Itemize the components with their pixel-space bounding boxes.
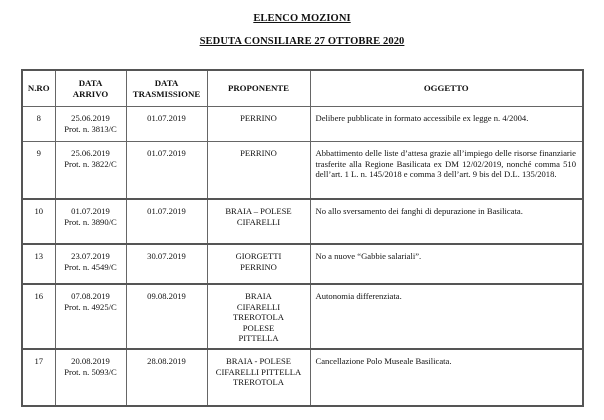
cell-proponente	[207, 199, 310, 244]
cell-nro: 16	[22, 284, 55, 349]
table-row	[22, 244, 583, 284]
cell-oggetto: No a nuove “Gabbie salariali”.	[310, 244, 583, 284]
protocol-number: Prot. n. 3822/C	[64, 158, 117, 169]
col-header-oggetto: OGGETTO	[310, 70, 583, 107]
table-header-row	[22, 70, 583, 107]
table-row	[22, 284, 583, 349]
cell-oggetto: Abbattimento delle liste d’attesa grazie all’impiego delle risorse finanziarie trasferite alla Regione Basilicata ex DM 12/02/2019, nonché comma 510 dell’art. 1 L. n. 145/2018 e comma 3 dell’art. 9 bis del D.L. 135/2018.	[310, 142, 583, 200]
table-row	[22, 142, 583, 200]
col-header-text: DATA	[154, 77, 179, 88]
col-header-data-trasmissione	[126, 70, 207, 107]
table-row	[22, 199, 583, 244]
cell-data-arrivo	[55, 107, 126, 142]
protocol-number: Prot. n. 4549/C	[64, 261, 117, 272]
cell-data-trasmissione: 01.07.2019	[126, 142, 207, 200]
cell-oggetto: Autonomia differenziata.	[310, 284, 583, 349]
cell-data-arrivo	[55, 199, 126, 244]
proponent-line: PERRINO	[240, 113, 277, 123]
col-header-proponente: PROPONENTE	[207, 70, 310, 107]
cell-proponente	[207, 142, 310, 200]
cell-data-trasmissione: 01.07.2019	[126, 199, 207, 244]
protocol-number: Prot. n. 5093/C	[64, 366, 117, 377]
cell-oggetto: Cancellazione Polo Museale Basilicata.	[310, 349, 583, 406]
cell-proponente	[207, 284, 310, 349]
protocol-number: Prot. n. 3813/C	[64, 123, 117, 134]
cell-data-trasmissione: 01.07.2019	[126, 107, 207, 142]
document-title: ELENCO MOZIONI	[253, 13, 351, 24]
cell-nro: 10	[22, 199, 55, 244]
cell-data-arrivo	[55, 142, 126, 200]
col-header-text: ARRIVO	[72, 88, 109, 99]
proponent-line: PERRINO	[240, 148, 277, 158]
proponent-line: CIFARELLI PITTELLA	[215, 366, 302, 377]
session-subtitle: SEDUTA CONSILIARE 27 OTTOBRE 2020	[199, 36, 405, 47]
cell-nro: 9	[22, 142, 55, 200]
cell-proponente	[207, 244, 310, 284]
cell-oggetto: Delibere pubblicate in formato accessibile ex legge n. 4/2004.	[310, 107, 583, 142]
table-row	[22, 349, 583, 406]
cell-nro: 8	[22, 107, 55, 142]
protocol-number: Prot. n. 3890/C	[64, 216, 117, 227]
cell-data-arrivo	[55, 349, 126, 406]
cell-data-arrivo	[55, 284, 126, 349]
cell-data-arrivo	[55, 244, 126, 284]
cell-proponente	[207, 107, 310, 142]
cell-data-trasmissione: 09.08.2019	[126, 284, 207, 349]
cell-oggetto: No allo sversamento dei fanghi di depurazione in Basilicata.	[310, 199, 583, 244]
col-header-text: DATA	[78, 77, 103, 88]
cell-proponente	[207, 349, 310, 406]
cell-nro: 13	[22, 244, 55, 284]
proponent-line: CIFARELLI	[236, 216, 281, 227]
proponent-line: TREROTOLA	[233, 377, 284, 388]
proponent-line: TREROTOLA	[233, 312, 284, 323]
proponent-line: CIFARELLI	[236, 301, 281, 312]
motions-table	[21, 69, 584, 407]
arrival-date: 25.06.2019	[71, 148, 110, 158]
cell-data-trasmissione: 28.08.2019	[126, 349, 207, 406]
proponent-line: PITTELLA	[238, 333, 279, 344]
proponent-line: BRAIA – POLESE	[225, 206, 292, 216]
col-header-nro: N.RO	[22, 70, 55, 107]
cell-data-trasmissione: 30.07.2019	[126, 244, 207, 284]
arrival-date: 25.06.2019	[71, 113, 110, 123]
arrival-date: 01.07.2019	[71, 206, 110, 216]
col-header-text: TRASMISSIONE	[132, 88, 201, 99]
table-row	[22, 107, 583, 142]
arrival-date: 20.08.2019	[71, 356, 110, 366]
protocol-number: Prot. n. 4925/C	[64, 301, 117, 312]
arrival-date: 23.07.2019	[71, 251, 110, 261]
cell-nro: 17	[22, 349, 55, 406]
proponent-line: BRAIA - POLESE	[226, 356, 291, 366]
proponent-line: GIORGETTI	[235, 251, 282, 261]
proponent-line: PERRINO	[240, 261, 277, 272]
arrival-date: 07.08.2019	[71, 291, 110, 301]
col-header-data-arrivo	[55, 70, 126, 107]
proponent-line: POLESE	[242, 322, 275, 333]
proponent-line: BRAIA	[245, 291, 272, 301]
